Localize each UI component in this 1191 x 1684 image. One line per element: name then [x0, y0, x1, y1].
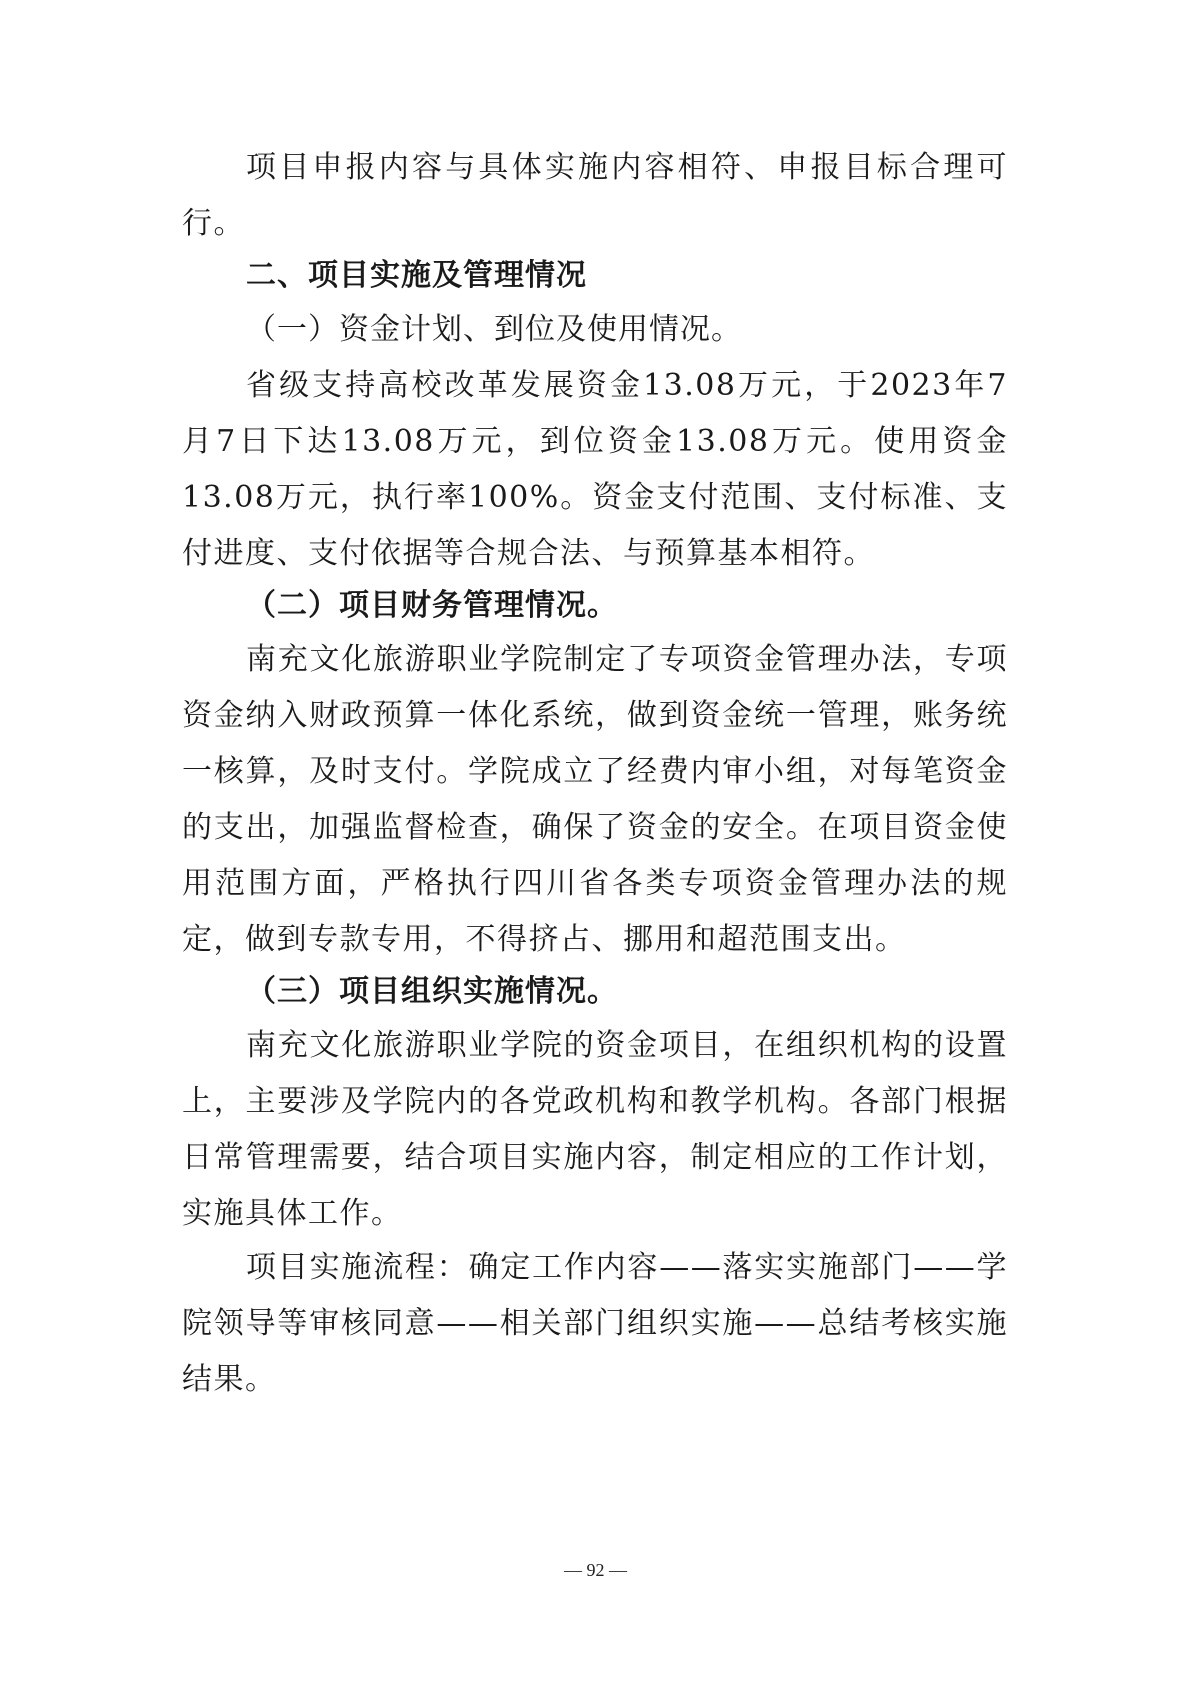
paragraph-implementation-process: 项目实施流程：确定工作内容——落实实施部门——学院领导等审核同意——相关部门组织实施——总结考核实施结果。 [182, 1250, 1008, 1397]
subsection-title-organization: （三）项目组织实施情况。 [246, 974, 618, 1009]
subsection-title-funding-plan: （一）资金计划、到位及使用情况。 [246, 312, 742, 347]
paragraph-financial-management: 南充文化旅游职业学院制定了专项资金管理办法，专项资金纳入财政预算一体化系统，做到资金统一管理，账务统一核算，及时支付。学院成立了经费内审小组，对每笔资金的支出，加强监督检查，确保了资金的安全。在项目资金使用范围方面，严格执行四川省各类专项资金管理办法的规定，做到专款专用，不得挤占、挪用和超范围支出。 [182, 642, 1008, 957]
paragraph-organization: 南充文化旅游职业学院的资金项目，在组织机构的设置上，主要涉及学院内的各党政机构和教学机构。各部门根据日常管理需要，结合项目实施内容，制定相应的工作计划，实施具体工作。 [182, 1028, 1008, 1231]
subsection-title-financial-management: （二）项目财务管理情况。 [246, 588, 618, 623]
section-title-implementation: 二、项目实施及管理情况 [246, 258, 587, 293]
page-number: — 92 — [564, 1560, 627, 1580]
paragraph-funding-usage: 省级支持高校改革发展资金13.08万元，于2023年7月7日下达13.08万元，到位资金13.08万元。使用资金13.08万元，执行率100%。资金支付范围、支付标准、支付进度、支付依据等合规合法、与预算基本相符。 [182, 368, 1008, 571]
paragraph-project-declaration: 项目申报内容与具体实施内容相符、申报目标合理可行。 [182, 150, 1008, 241]
